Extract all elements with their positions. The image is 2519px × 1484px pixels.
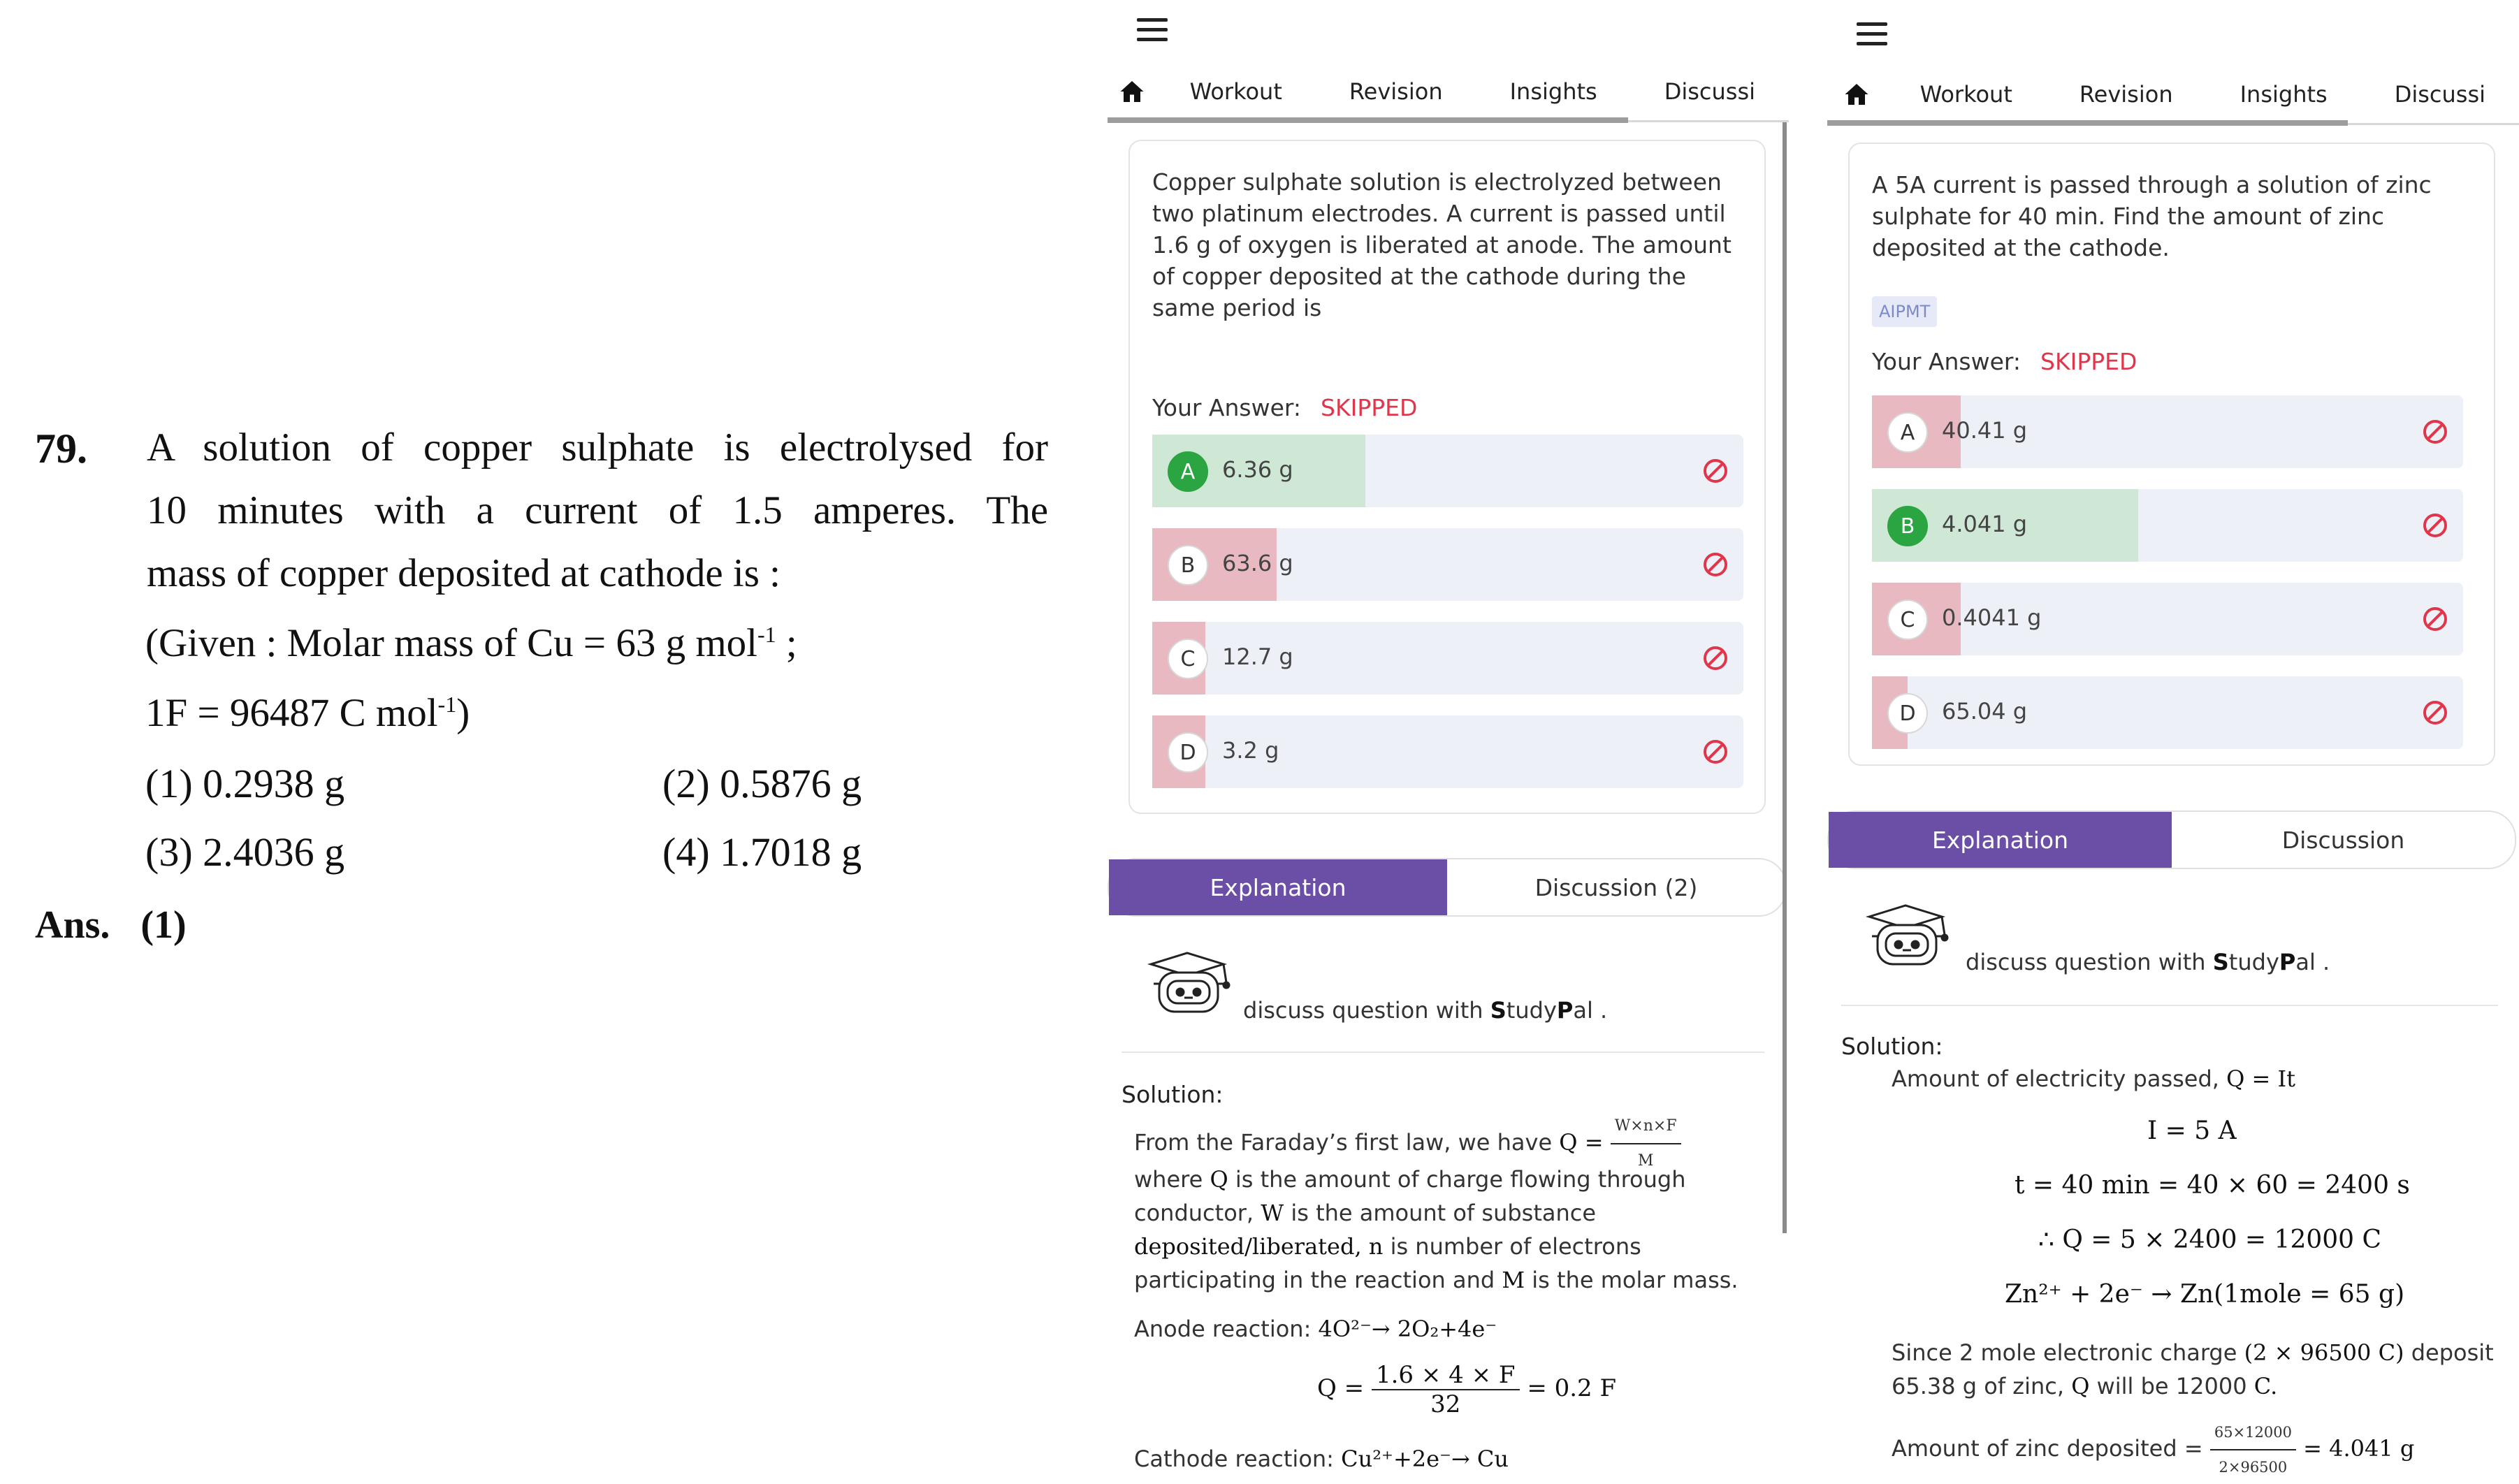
solution-label: Solution: [1121, 1081, 1224, 1108]
option-a[interactable] [1872, 395, 2463, 468]
tab-workout[interactable]: Workout [1189, 78, 1282, 105]
option-b[interactable] [1872, 489, 2463, 562]
explanation-tabs [1827, 810, 2516, 869]
option-value: 65.04 g [1942, 698, 2028, 725]
question-text: Copper sulphate solution is electrolyzed between two platinum electrodes. A current is passed until 1.6 g of oxygen is liberated at anode. The amount of copper deposited at the cathode during the same period is [1152, 168, 1732, 321]
ban-icon [2421, 418, 2449, 446]
option-letter: B [1168, 545, 1208, 585]
hamburger-menu-icon[interactable] [1137, 18, 1168, 43]
panel-scrollbar[interactable] [1783, 122, 1787, 1233]
tab-discussion[interactable]: Discussi [1664, 78, 1755, 105]
tab-revision[interactable]: Revision [2079, 81, 2173, 108]
answer-value: (1) [140, 903, 187, 947]
given-line-1: (Given : Molar mass of Cu = 63 g mol$^{-1}$ ; [145, 621, 797, 665]
your-answer: Your Answer: SKIPPED [1152, 394, 1418, 421]
tab-discussion[interactable]: Discussion [2281, 826, 2405, 854]
option-letter: D [1887, 693, 1928, 734]
option-value: 0.4041 g [1942, 604, 2042, 631]
solution-electricity: Amount of electricity passed, Q = It [1892, 1065, 2296, 1092]
nav-scroll-indicator [1108, 117, 1628, 123]
answer-status: SKIPPED [2040, 348, 2137, 375]
equation-zinc: Zn²⁺ + 2e⁻ → Zn(1mole = 65 g) [2005, 1280, 2405, 1309]
section-divider [1841, 1005, 2498, 1006]
question-card [1848, 143, 2495, 766]
answer-line [35, 903, 187, 947]
option-letter: A [1168, 451, 1208, 492]
option-d[interactable] [1872, 676, 2463, 749]
charge-fraction: $\frac{1.6 \times 4 \times F}{32}$ [1372, 1361, 1520, 1418]
option-b[interactable] [1152, 528, 1743, 601]
studypal-robot-icon [1862, 901, 1953, 974]
question-text: A 5A current is passed through a solution of zinc sulphate for 40 min. Find the amount of zinc deposited at the cathode. [1872, 171, 2432, 261]
ban-icon [2421, 605, 2449, 633]
nav-scroll-indicator [1827, 120, 2348, 126]
book-option-2: (2) 0.5876 g [662, 761, 862, 806]
tab-explanation[interactable]: Explanation [1829, 812, 2172, 868]
equation-current: I = 5 A [2147, 1116, 2237, 1145]
tab-workout[interactable]: Workout [1919, 81, 2012, 108]
tab-revision[interactable]: Revision [1349, 78, 1443, 105]
book-option-3: (3) 2.4036 g [145, 829, 345, 875]
option-letter: A [1887, 412, 1928, 453]
option-c[interactable] [1872, 583, 2463, 655]
tab-explanation[interactable]: Explanation [1109, 859, 1447, 915]
tab-insights[interactable]: Insights [2239, 81, 2328, 108]
given-line-2: 1F = 96487 C mol$^{-1}$) [145, 691, 470, 735]
ban-icon [1701, 457, 1729, 485]
answer-label: Ans. [35, 903, 110, 947]
top-nav [1108, 61, 1789, 122]
option-letter: C [1887, 599, 1928, 640]
section-divider [1121, 1052, 1764, 1053]
option-value: 4.041 g [1942, 511, 2028, 537]
tab-discussion[interactable]: Discussi [2394, 81, 2485, 108]
amount-fraction: $\frac{65\times 12000}{2\times 96500}$ [2210, 1416, 2296, 1484]
solution-amount: Amount of zinc deposited = $\frac{65\times 12000}{2\times 96500}$ = 4.041 g [1892, 1416, 2414, 1484]
option-a[interactable] [1152, 435, 1743, 507]
question-line-1: A solution of copper sulphate is electrolysed for [147, 425, 1048, 470]
solution-faraday: From the Faraday’s first law, we have Q = $\frac{W\times n\times F}{M}$ [1134, 1110, 1763, 1178]
ban-icon [1701, 738, 1729, 766]
studypal-robot-icon [1144, 949, 1235, 1021]
anode-reaction: Anode reaction: 4O²⁻→ 2O₂+4e⁻ [1134, 1316, 1497, 1342]
ban-icon [1701, 644, 1729, 672]
book-option-4: (4) 1.7018 g [662, 829, 862, 875]
tab-discussion-count[interactable]: Discussion (2) [1534, 873, 1698, 901]
explanation-tabs [1108, 858, 1787, 917]
ban-icon [2421, 511, 2449, 539]
charge-equation: Q = $\frac{1.6 \times 4 \times F}{32}$ = 0.2 F [1317, 1361, 1617, 1418]
your-answer: Your Answer: SKIPPED [1872, 348, 2137, 375]
option-letter: D [1168, 732, 1208, 773]
option-d[interactable] [1152, 715, 1743, 788]
top-nav [1827, 64, 2519, 124]
studypal-prompt[interactable]: discuss question with S tudy P al . [1243, 997, 1608, 1024]
textbook-question [0, 0, 1090, 1466]
book-option-1: (1) 0.2938 g [145, 761, 345, 806]
answer-status: SKIPPED [1321, 394, 1418, 421]
home-icon[interactable] [1108, 80, 1156, 103]
option-value: 3.2 g [1222, 737, 1279, 764]
exam-tag: AIPMT [1872, 296, 1937, 327]
equation-time: t = 40 min = 40 × 60 = 2400 s [2015, 1171, 2410, 1200]
question-line-3: mass of copper deposited at cathode is : [147, 551, 781, 595]
home-icon[interactable] [1827, 82, 1887, 106]
solution-since: Since 2 mole electronic charge (2 × 96500 C) deposit 65.38 g of zinc, Q will be 12000 C. [1892, 1339, 2494, 1399]
tab-insights[interactable]: Insights [1509, 78, 1597, 105]
option-c[interactable] [1152, 622, 1743, 694]
option-value: 63.6 g [1222, 550, 1293, 576]
solution-definitions: where Q is the amount of charge flowing through conductor, W is the amount of substance deposited/liberated, n is number of electrons participating in the reaction and M is the molar mass. [1134, 1166, 1738, 1293]
hamburger-menu-icon[interactable] [1857, 22, 1887, 48]
option-value: 40.41 g [1942, 417, 2028, 444]
studypal-prompt[interactable]: discuss question with S tudy P al . [1966, 949, 2330, 975]
app-panel-2 [1827, 0, 2519, 1476]
question-number: 79. [35, 425, 87, 472]
question-line-2: 10 minutes with a current of 1.5 amperes. The [147, 488, 1048, 532]
option-letter: B [1887, 506, 1928, 546]
question-card [1128, 140, 1766, 814]
equation-charge: ∴ Q = 5 × 2400 = 12000 C [2038, 1225, 2382, 1254]
solution-label: Solution: [1841, 1033, 1943, 1060]
option-value: 12.7 g [1222, 643, 1293, 670]
faraday-fraction: $\frac{W\times n\times F}{M}$ [1611, 1110, 1681, 1178]
ban-icon [1701, 551, 1729, 579]
option-value: 6.36 g [1222, 456, 1293, 483]
ban-icon [2421, 699, 2449, 727]
cathode-reaction: Cathode reaction: Cu²⁺+2e⁻→ Cu [1134, 1446, 1509, 1472]
app-panel-1 [1108, 0, 1789, 1472]
option-letter: C [1168, 639, 1208, 679]
